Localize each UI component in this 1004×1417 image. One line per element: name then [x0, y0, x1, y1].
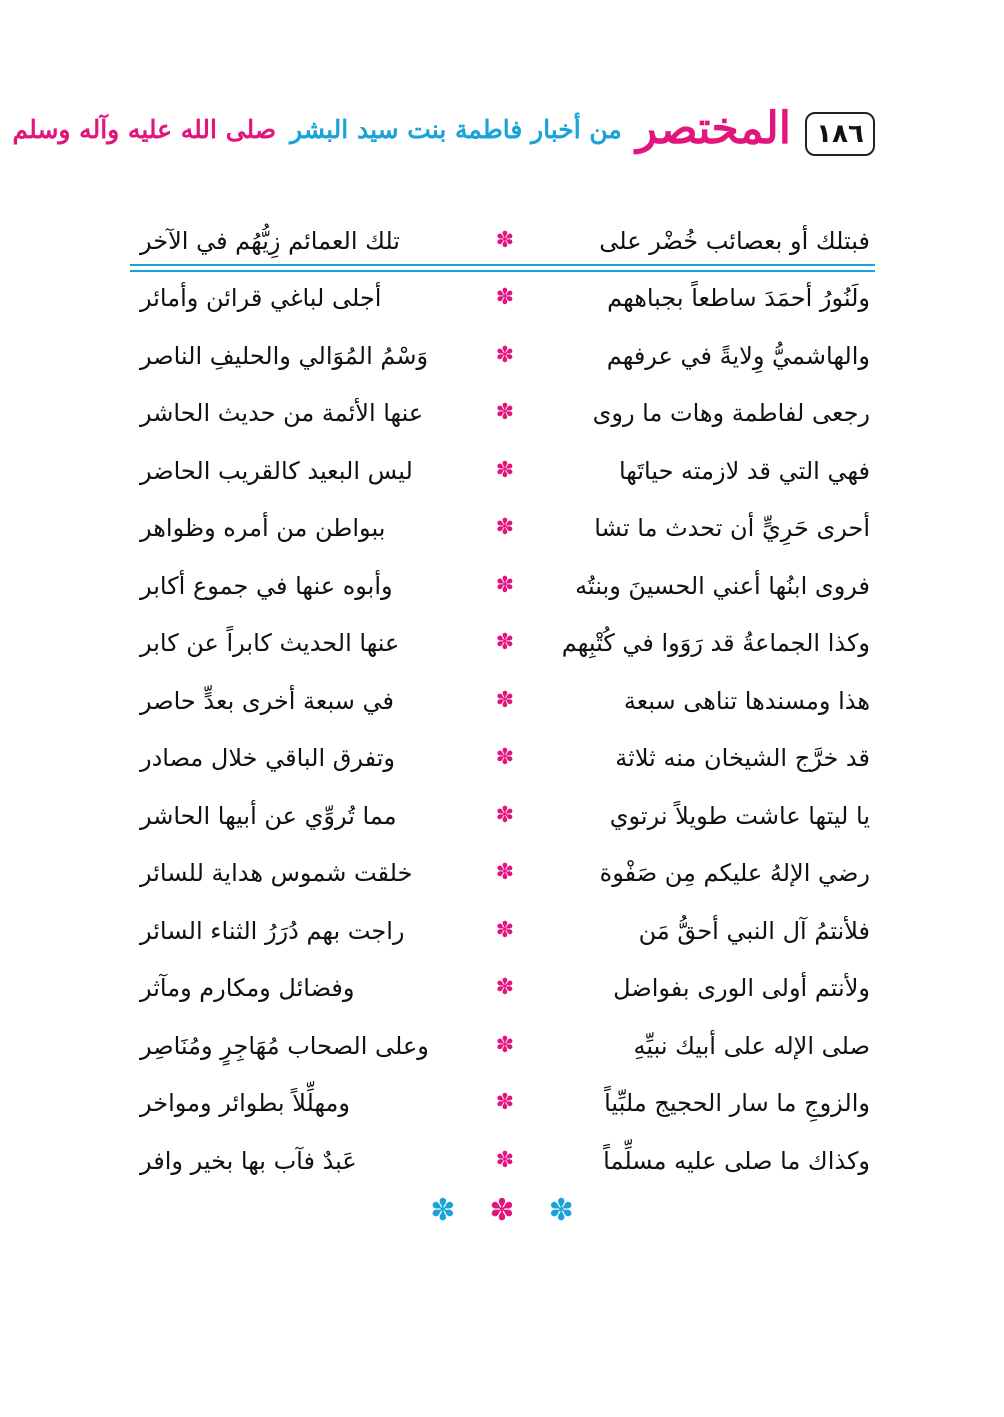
asterisk-flower-icon: ✽	[495, 457, 515, 483]
title-salawat: صلى الله عليه وآله وسلم	[12, 114, 277, 144]
verse-second-hemistich: ومهلِّلاً بطوائر ومواخر	[140, 1089, 350, 1118]
verse-first-hemistich: صلى الإله على أبيك نبيِّهِ	[633, 1031, 870, 1060]
asterisk-flower-icon: ✽	[548, 1193, 574, 1228]
verse-first-hemistich: رضي الإلهُ عليكم مِن صَفْوة	[599, 859, 870, 888]
verse-line	[140, 442, 870, 500]
verse-second-hemistich: تلك العمائم زِيُّهُم في الآخر	[140, 226, 400, 255]
verse-first-hemistich: وكذاك ما صلى عليه مسلِّماً	[603, 1146, 870, 1175]
asterisk-flower-icon: ✽	[495, 1090, 515, 1116]
verse-second-hemistich: ببواطن من أمره وظواهر	[140, 514, 386, 543]
verse-first-hemistich: يا ليتها عاشت طويلاً نرتوي	[609, 801, 870, 830]
verse-line	[140, 500, 870, 558]
running-title	[12, 100, 791, 158]
asterisk-flower-icon: ✽	[495, 630, 515, 656]
verse-first-hemistich: هذا ومسندها تناهى سبعة	[623, 686, 870, 715]
asterisk-flower-icon: ✽	[495, 1147, 515, 1173]
asterisk-flower-icon: ✽	[495, 1032, 515, 1058]
verse-first-hemistich: وكذا الجماعةُ قد رَوَوا في كُتْبِهم	[561, 629, 870, 658]
asterisk-flower-icon: ✽	[489, 1193, 515, 1228]
verse-second-hemistich: وعلى الصحاب مُهَاجِرٍ ومُنَاصِر	[140, 1031, 429, 1060]
verse-first-hemistich: والزوجِ ما سار الحجيج ملبِّياً	[604, 1089, 870, 1118]
asterisk-flower-icon: ✽	[495, 227, 515, 253]
verse-first-hemistich: أحرى حَرِيٍّ أن تحدث ما تشا	[594, 514, 870, 543]
asterisk-flower-icon: ✽	[495, 687, 515, 713]
page-number: ١٨٦	[805, 112, 875, 156]
title-main: المختصر	[635, 103, 791, 154]
verse-second-hemistich: خلقت شموس هداية للسائر	[140, 859, 413, 888]
verse-line	[140, 1132, 870, 1190]
asterisk-flower-icon: ✽	[495, 745, 515, 771]
verse-first-hemistich: والهاشميُّ وِلايةً في عرفهم	[606, 341, 870, 370]
asterisk-flower-icon: ✽	[495, 917, 515, 943]
asterisk-flower-icon: ✽	[495, 342, 515, 368]
section-end-mark	[0, 1193, 1004, 1228]
verse-line	[140, 1075, 870, 1133]
page-header	[12, 100, 875, 170]
verse-second-hemistich: راجت بهم دُرَرُ الثناء السائر	[140, 916, 405, 945]
title-subtitle: من أخبار فاطمة بنت سيد البشر	[290, 114, 622, 144]
verse-second-hemistich: وَسْمُ المُوَالي والحليفِ الناصر	[140, 341, 429, 370]
verse-second-hemistich: وأبوه عنها في جموع أكابر	[140, 571, 393, 600]
verse-second-hemistich: وفضائل ومكارم ومآثر	[140, 974, 355, 1003]
verse-line	[140, 615, 870, 673]
verse-second-hemistich: مما تُروِّي عن أبيها الحاشر	[140, 801, 397, 830]
verse-line	[140, 270, 870, 328]
asterisk-flower-icon: ✽	[495, 572, 515, 598]
poem	[140, 212, 870, 1190]
verse-line	[140, 327, 870, 385]
verse-line	[140, 730, 870, 788]
verse-first-hemistich: فهي التي قد لازمته حياتَها	[618, 456, 870, 485]
verse-first-hemistich: فروى ابنُها أعني الحسينَ وبنتُه	[575, 571, 870, 600]
asterisk-flower-icon: ✽	[495, 515, 515, 541]
verse-second-hemistich: أجلى لباغي قرائن وأمائر	[140, 284, 382, 313]
verse-first-hemistich: ولأنتم أولى الورى بفواضل	[613, 974, 870, 1003]
asterisk-flower-icon: ✽	[495, 860, 515, 886]
verse-second-hemistich: عنها الأئمة من حديث الحاشر	[140, 399, 424, 428]
asterisk-flower-icon: ✽	[495, 975, 515, 1001]
verse-line	[140, 1017, 870, 1075]
verse-second-hemistich: في سبعة أخرى بعدٍّ حاصر	[140, 686, 394, 715]
verse-first-hemistich: قد خرَّج الشيخان منه ثلاثة	[615, 744, 870, 773]
verse-line	[140, 960, 870, 1018]
verse-second-hemistich: عنها الحديث كابراً عن كابر	[140, 629, 400, 658]
asterisk-flower-icon: ✽	[495, 802, 515, 828]
verse-first-hemistich: ولَنُورُ أحمَدَ ساطعاً بجباههم	[607, 284, 870, 313]
verse-line	[140, 672, 870, 730]
verse-line	[140, 787, 870, 845]
verse-second-hemistich: عَبدٌ فآب بها بخير وافر	[140, 1146, 357, 1175]
verse-line	[140, 557, 870, 615]
verse-line	[140, 902, 870, 960]
verse-first-hemistich: رجعى لفاطمة وهات ما روى	[592, 399, 870, 428]
asterisk-flower-icon: ✽	[430, 1193, 456, 1228]
verse-first-hemistich: فبتلك أو بعصائب خُضْر على	[599, 226, 870, 255]
asterisk-flower-icon: ✽	[495, 285, 515, 311]
verse-line	[140, 845, 870, 903]
verse-second-hemistich: وتفرق الباقي خلال مصادر	[140, 744, 396, 773]
verse-first-hemistich: فلأنتمُ آل النبي أحقُّ مَن	[638, 916, 870, 945]
verse-second-hemistich: ليس البعيد كالقريب الحاضر	[140, 456, 413, 485]
asterisk-flower-icon: ✽	[495, 400, 515, 426]
verse-line	[140, 212, 870, 270]
verse-line	[140, 385, 870, 443]
